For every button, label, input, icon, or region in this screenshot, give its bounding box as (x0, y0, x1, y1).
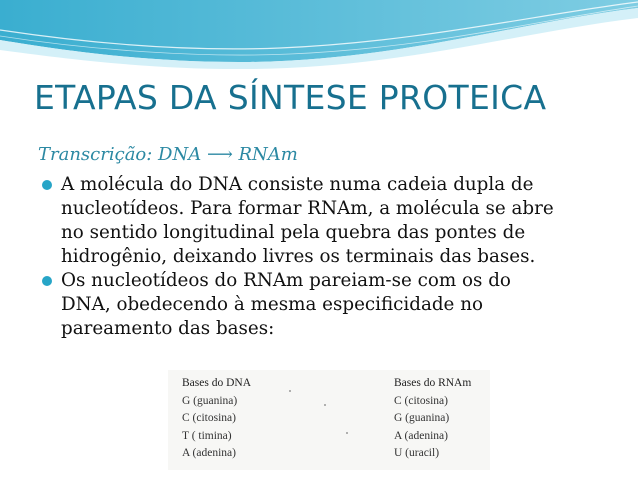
rna-bases-column (394, 375, 471, 463)
rna-base: A (adenina) (394, 429, 448, 442)
bullet-icon (42, 180, 52, 190)
bullet-line: no sentido longitudinal pela quebra das pontes de (61, 222, 526, 243)
scan-speck (324, 404, 326, 406)
bullet-item (40, 269, 620, 341)
rna-base: U (uracil) (394, 447, 440, 459)
bullet-item (40, 173, 620, 269)
dna-bases-header: Bases do DNA (182, 377, 251, 389)
bullet-line: nucleotídeos. Para formar RNAm, a molécula se abre (61, 198, 554, 219)
dna-base: C (citosina) (182, 412, 236, 424)
header-wave-decoration (0, 0, 638, 70)
bullet-line: DNA, obedecendo à mesma especificidade no (61, 294, 483, 315)
bullet-line: A molécula do DNA consiste numa cadeia dupla de (61, 174, 534, 195)
slide-title: ETAPAS DA SÍNTESE PROTEICA (34, 78, 547, 117)
slide-subtitle: Transcrição: DNA ⟶ RNAm (38, 144, 298, 165)
dna-bases-column (182, 375, 251, 463)
dna-base: A (adenina) (182, 447, 236, 459)
scan-speck (346, 432, 348, 434)
bullet-line: pareamento das bases: (61, 318, 275, 339)
rna-base: G (guanina) (394, 412, 450, 424)
scan-speck (289, 390, 291, 392)
dna-base: G (guanina) (182, 394, 238, 407)
base-pairing-table (168, 370, 490, 470)
rna-bases-header: Bases do RNAm (394, 377, 472, 389)
bullet-list (40, 173, 620, 341)
bullet-line: Os nucleotídeos do RNAm pareiam-se com os do (61, 270, 511, 291)
dna-base: T ( timina) (182, 429, 232, 442)
rna-base: C (citosina) (394, 394, 448, 407)
bullet-line: hidrogênio, deixando livres os terminais das bases. (61, 246, 536, 267)
bullet-icon (42, 276, 52, 286)
